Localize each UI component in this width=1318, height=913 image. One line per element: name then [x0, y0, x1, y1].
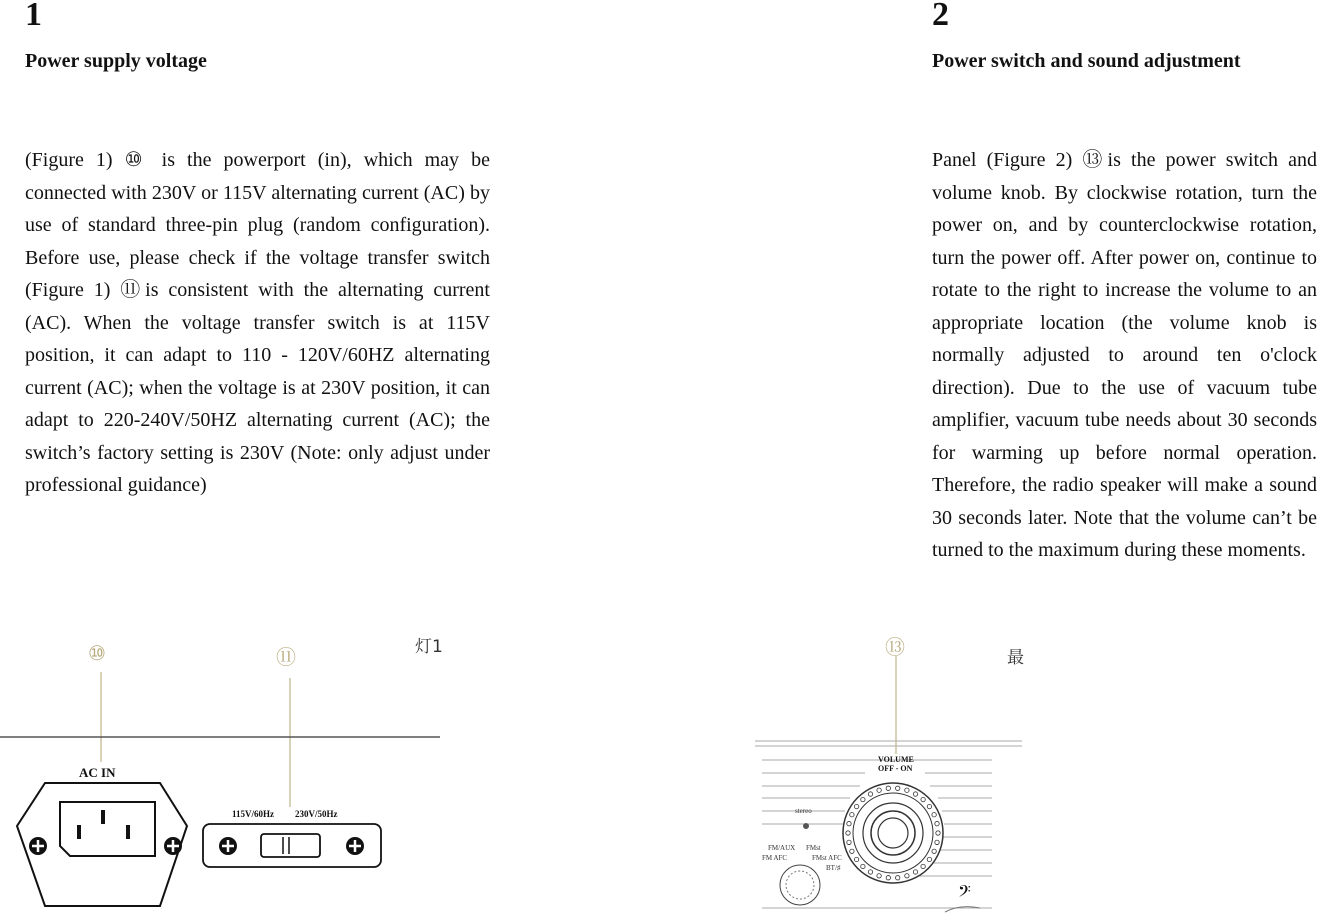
switch-label-115: 115V/60Hz — [232, 809, 274, 819]
bt-label: BT/♯ — [826, 864, 841, 872]
fm-st-label: FMst — [806, 844, 821, 852]
ac-in-label: AC IN — [79, 765, 116, 780]
figure-2-front-panel — [750, 650, 1030, 913]
body-paragraph: (Figure 1) ⑩ is the powerport (in), which may be connected with 230V or 115V alternating current (AC) by use of standard three-pin plug (random configuration). Before use, please check if the voltage transfer switch (Figure 1) ⑪is consistent with the alternating current (AC). When the voltage transfer switch is at 115V position, it can adapt to 110 - 120V/60HZ alternating current (AC); when the voltage is at 230V position, it can adapt to 220-240V/50HZ alternating current (AC); the switch’s factory setting is 230V (Note: only adjust under professional guidance) — [25, 149, 490, 496]
callout-voltage-switch: ⑪ — [276, 647, 296, 669]
section-heading: Power supply voltage — [25, 50, 207, 72]
stray-mark: 灯1 — [415, 637, 443, 657]
off-on-label: OFF - ON — [878, 764, 913, 773]
selector-knob — [780, 865, 820, 905]
screw-icon — [346, 837, 364, 855]
fm-aux-label: FM/AUX — [768, 844, 796, 852]
volume-knob[interactable] — [843, 783, 943, 883]
fm-afc-label: FM AFC — [762, 854, 788, 862]
section-heading: Power switch and sound adjustment — [932, 50, 1241, 72]
figure-1-back-panel — [0, 660, 450, 913]
page-number: 1 — [25, 0, 42, 33]
ac-power-socket — [17, 783, 187, 906]
bass-clef-icon: 𝄢 — [958, 883, 971, 905]
page-number: 2 — [932, 0, 949, 33]
stray-mark: 最 — [1007, 648, 1024, 668]
screw-icon — [164, 837, 182, 855]
fm-st-afc-label: FMst AFC — [812, 854, 842, 862]
screw-icon — [29, 837, 47, 855]
stereo-indicator — [803, 823, 809, 829]
switch-label-230: 230V/50Hz — [295, 809, 338, 819]
screw-icon — [219, 837, 237, 855]
voltage-transfer-switch — [203, 809, 381, 867]
volume-label: VOLUME — [878, 755, 914, 764]
callout-power-port: ⑩ — [88, 643, 106, 665]
callout-volume-knob: ⑬ — [885, 637, 905, 659]
body-paragraph: Panel (Figure 2) ⑬is the power switch and volume knob. By clockwise rotation, turn the power on, and by counterclockwise rotation, turn the power off. After power on, continue to rotate to the right to increase the volume to an appropriate location (the volume knob is normally adjusted to around ten o'clock direction). Due to the use of vacuum tube amplifier, vacuum tube needs about 30 seconds for warming up before normal operation. Therefore, the radio speaker will make a sound 30 seconds later. Note that the volume can’t be turned to the maximum during these moments. — [932, 149, 1317, 561]
stereo-label: stereo — [795, 807, 812, 815]
